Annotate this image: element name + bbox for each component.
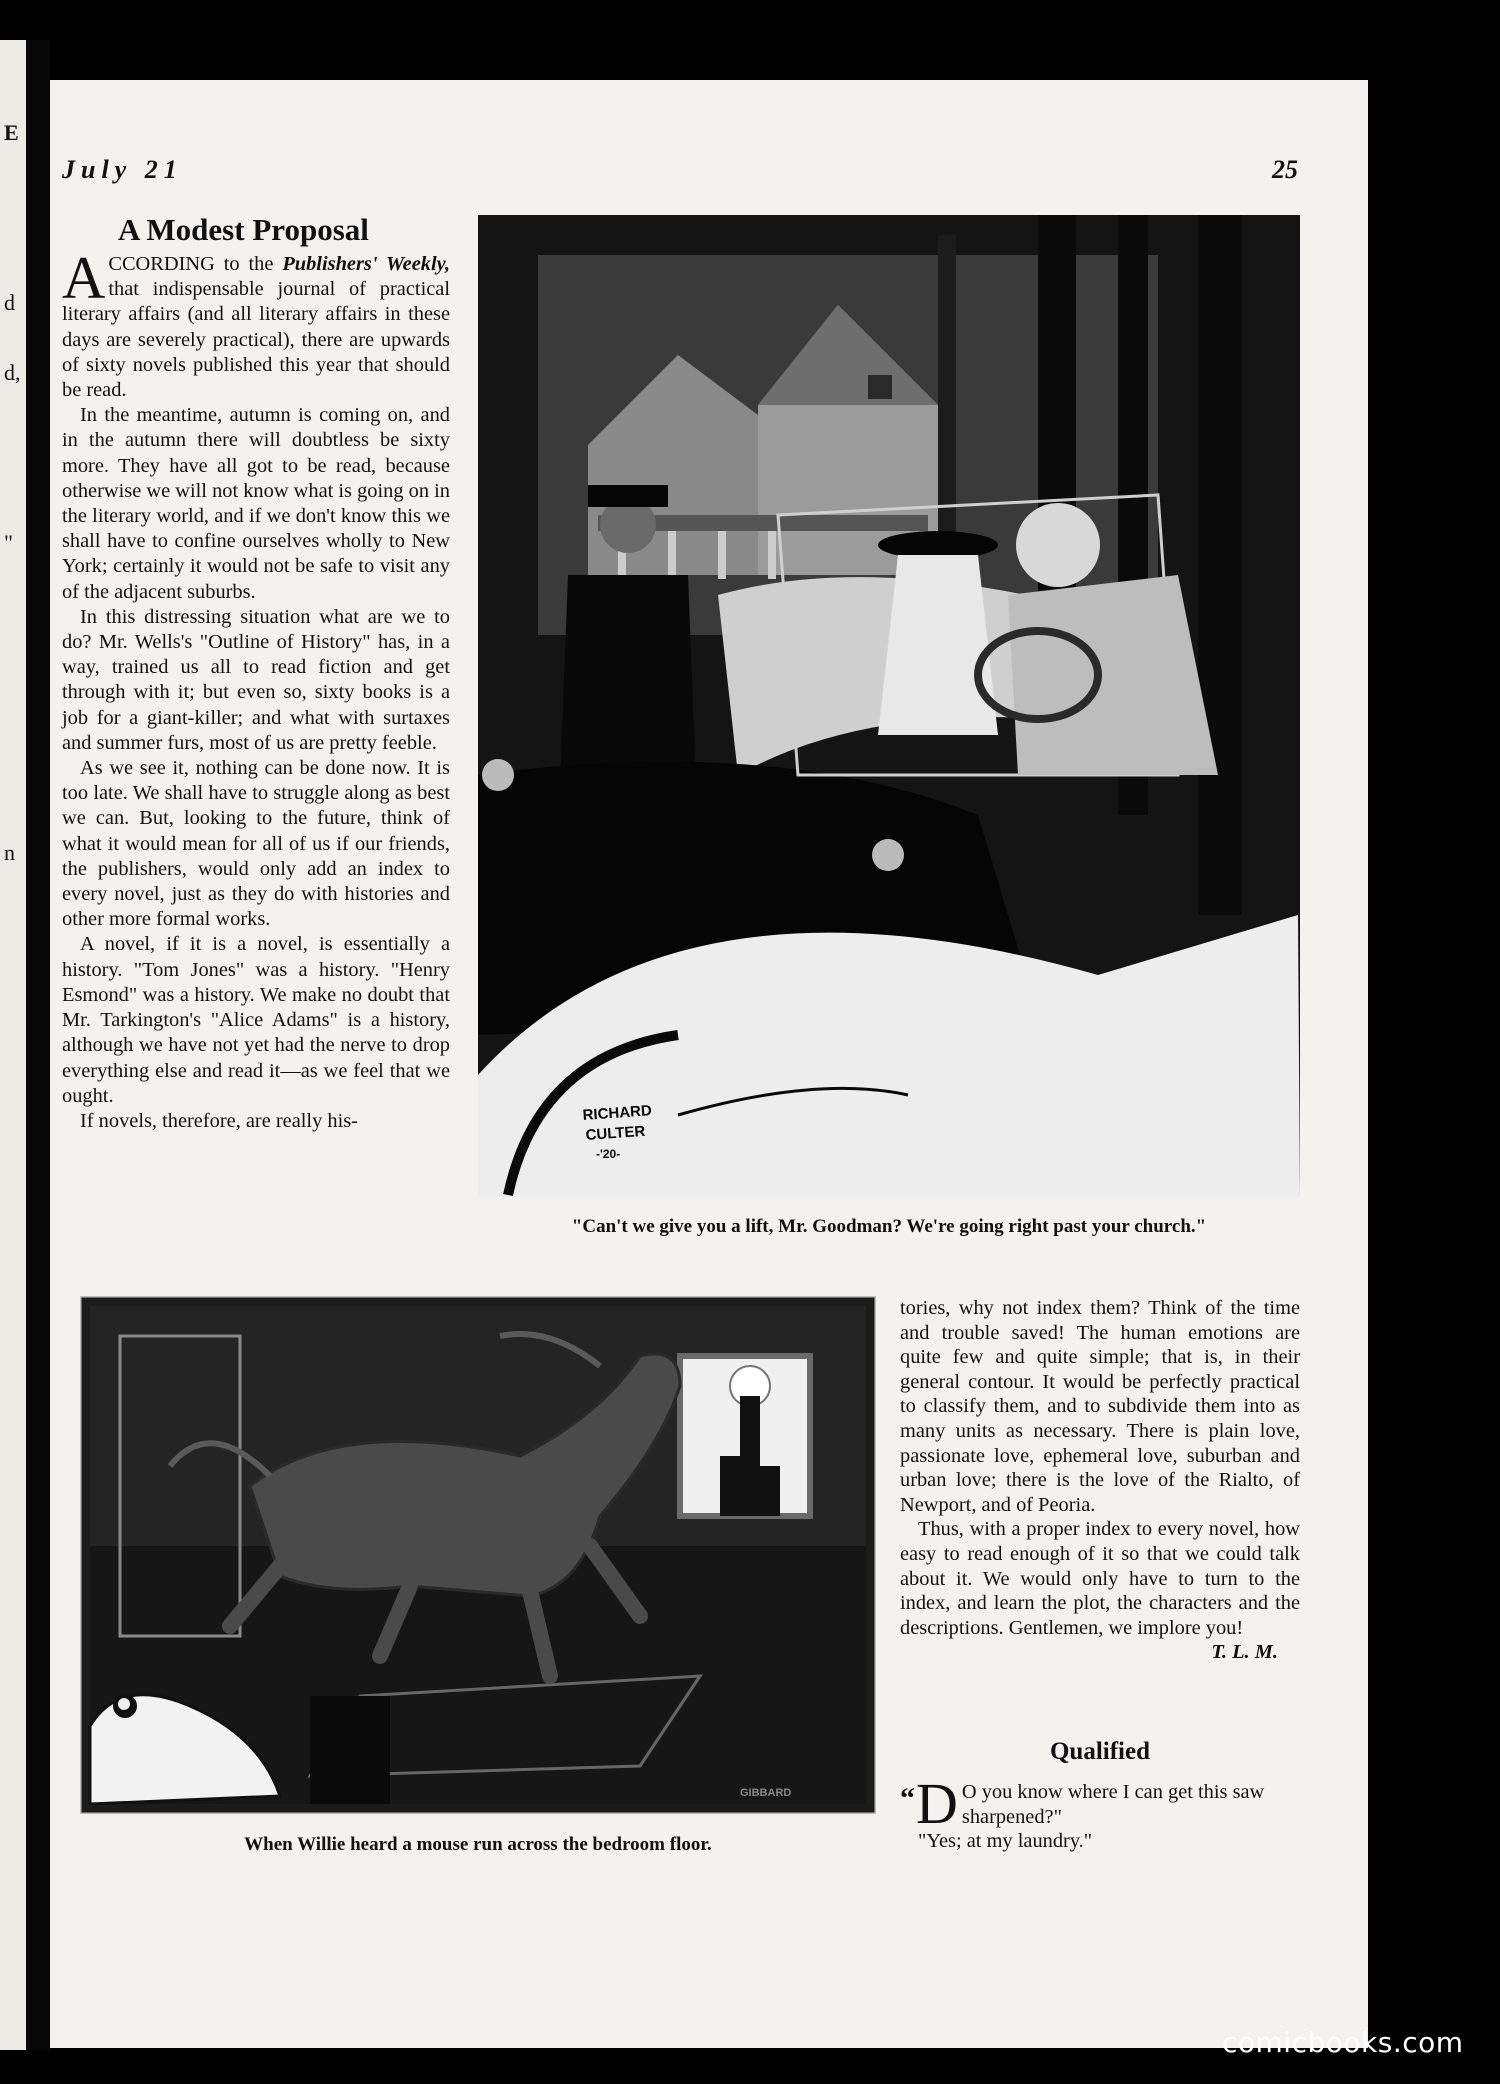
article-title: A Modest Proposal — [118, 212, 369, 247]
paragraph: tories, why not index them? Think of the time and trouble saved! The human emotions are quite few and quite simple; that is, in their general contour. It would be perfectly practical to classify them, and to subdivide them into as many units as necessary. There is plain love, passionate love, ephemeral love, suburban and urban love; there is the love of the Rialto, of Newport, and of Peoria. — [900, 1297, 1300, 1516]
author-signature: T. L. M. — [1211, 1641, 1278, 1664]
spine-char: n — [4, 840, 15, 865]
nightmare-horse-drawing — [80, 1296, 876, 1814]
paragraph: As we see it, nothing can be done now. It is too late. We shall have to struggle along as best we can. But, looking to the future, think of what it would mean for all of us if our friends, the publishers, would only add an index to every novel, just as they do with histories and other more formal works. — [62, 757, 450, 931]
page-number: 25 — [1272, 155, 1298, 184]
car-scene-drawing — [478, 215, 1300, 1197]
illustration-caption: When Willie heard a mouse run across the bedroom floor. — [244, 1834, 712, 1855]
spine-char: d, — [4, 360, 21, 385]
paragraph — [62, 245, 450, 403]
joke-line: O you know where I can get this saw sharpened?" — [961, 1781, 1265, 1828]
drop-cap: D — [916, 1771, 958, 1836]
joke-line: "Yes; at my laundry." — [918, 1830, 1093, 1853]
car-illustration — [478, 215, 1300, 1197]
paragraph: Thus, with a proper index to every novel, how easy to read enough of it so that we could talk about it. We would only have to turn to the index, and learn the plot, the characters and the descriptions. Gentlemen, we implore you! — [900, 1518, 1300, 1639]
paragraph-text: CCORDING to the — [108, 253, 283, 275]
spine-char: d — [4, 290, 15, 315]
paragraph: In the meantime, autumn is coming on, and in the autumn there will doubtless be sixty more. They have all got to be read, because otherwise we will not know what is going on in the literary world, and if we don't know this we shall have to confine ourselves wholly to New York; certainly it would not be safe to visit any of the adjacent suburbs. — [62, 404, 450, 603]
issue-date: July 21 — [62, 155, 183, 184]
artist-signature: RICHARD — [582, 1102, 653, 1124]
publication-name: Publishers' Weekly, — [282, 253, 450, 275]
svg-text:CULTER: CULTER — [585, 1122, 646, 1144]
paragraph-text: that indispensable journal of practical literary affairs (and all literary affairs in these days are severely practical), there are upwards of sixty novels published this year that should be read. — [62, 278, 450, 402]
article-column-1 — [62, 245, 450, 1134]
paragraph: If novels, therefore, are really his- — [80, 1109, 358, 1132]
spine-char: " — [4, 530, 13, 555]
spine-char: E — [4, 120, 19, 145]
quote-mark: “ — [900, 1782, 915, 1815]
gutter-shadow — [26, 40, 50, 2050]
illustration-caption: "Can't we give you a lift, Mr. Goodman? We're going right past your church." — [571, 1216, 1207, 1237]
svg-text:-'20-: -'20- — [596, 1147, 621, 1161]
section-title: Qualified — [1049, 1738, 1150, 1765]
joke-qualified — [900, 1771, 1300, 1854]
drop-cap: A — [62, 245, 106, 311]
paragraph: A novel, if it is a novel, is essentially a history. "Tom Jones" was a history. "Henry Esmond" was a history. We make no doubt that Mr. Tarkington's "Alice Adams" is a history, although we have not yet had the nerve to drop everything else and read it—as we feel that we ought. — [62, 933, 450, 1107]
facing-page-edge — [0, 40, 26, 2050]
horse-illustration — [80, 1296, 876, 1814]
svg-text:GIBBARD: GIBBARD — [740, 1787, 792, 1799]
watermark: comicbooks.com — [1222, 2026, 1464, 2059]
article-column-2 — [900, 1296, 1300, 1665]
paragraph: In this distressing situation what are we to do? Mr. Wells's "Outline of History" has, in a way, trained us all to read fiction and get through with it; but even so, sixty books is a job for a giant-killer; and what with surtaxes and summer furs, most of us are pretty feeble. — [62, 605, 450, 754]
